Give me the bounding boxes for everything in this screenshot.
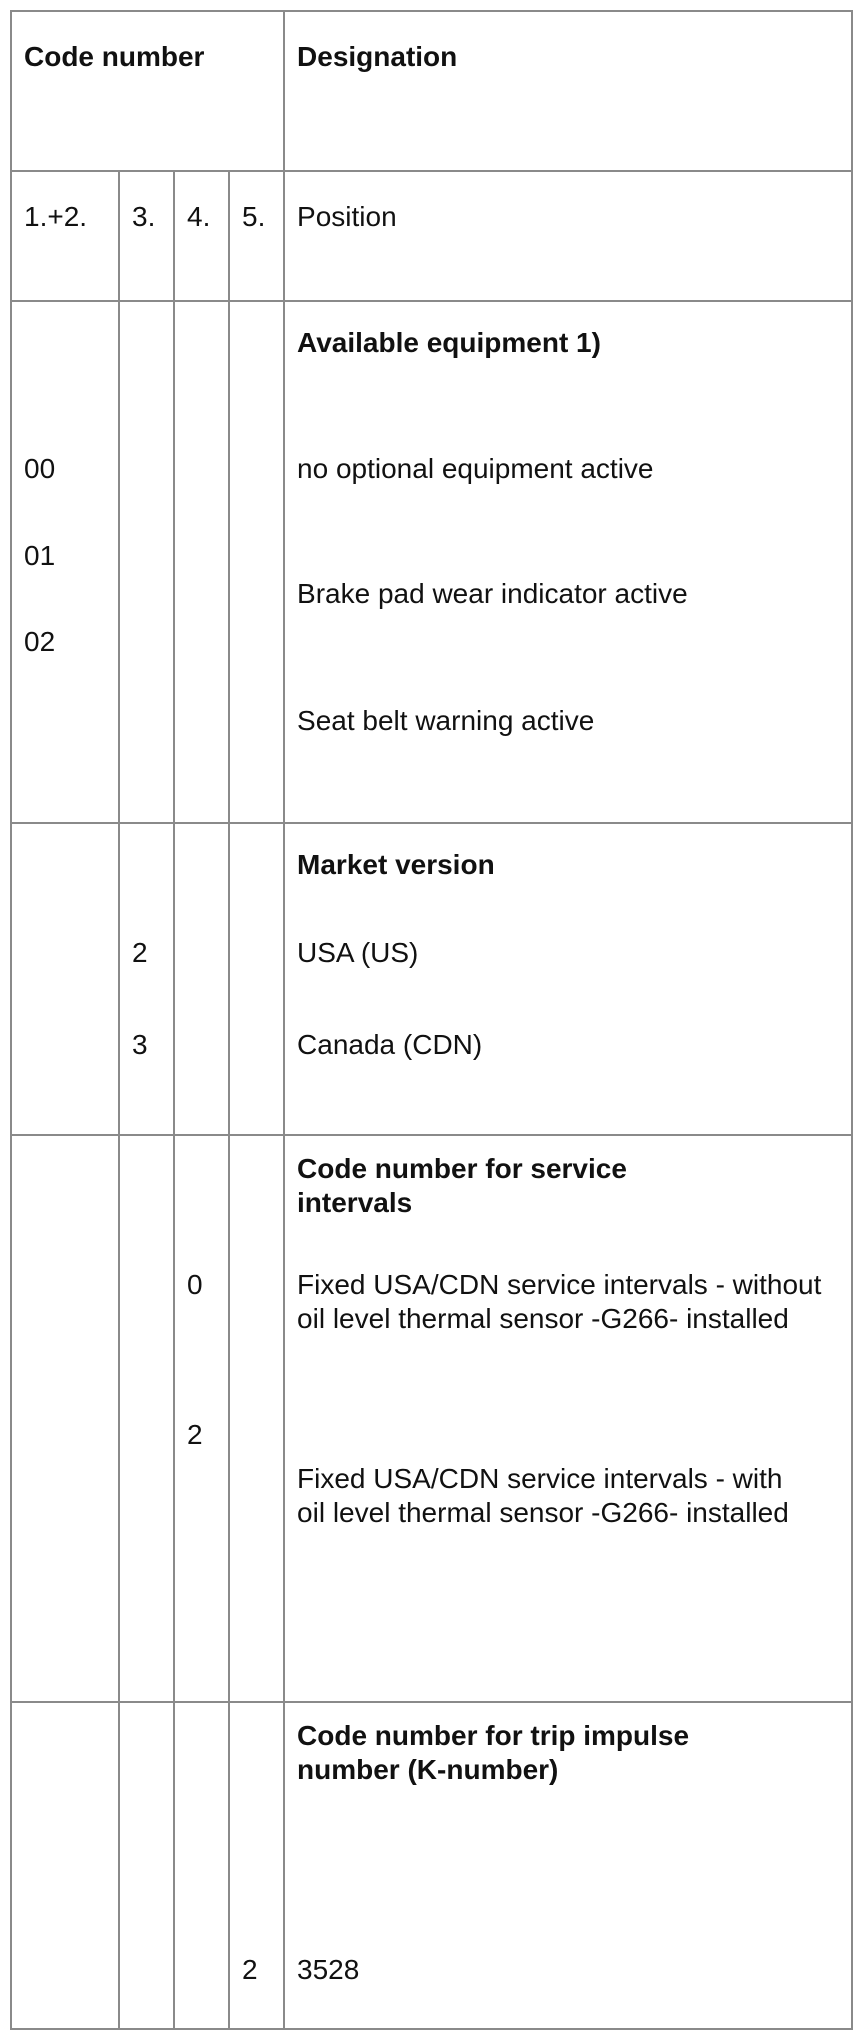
empty-cell [11, 1702, 119, 2029]
empty-cell [229, 301, 284, 823]
position-col-2: 3. [119, 171, 174, 301]
market-code: 2 [132, 937, 148, 968]
equipment-code: 02 [24, 626, 56, 657]
code-number-header: Code number [11, 11, 284, 171]
service-designation-cell [284, 1135, 852, 1702]
equipment-item: Brake pad wear indicator active [297, 578, 688, 609]
empty-cell [229, 823, 284, 1135]
empty-cell [119, 1702, 174, 2029]
equipment-item: Seat belt warning active [297, 705, 595, 736]
empty-cell [11, 1135, 119, 1702]
position-col-3: 4. [174, 171, 229, 301]
trip-code: 2 [242, 1954, 258, 1985]
header-row [11, 11, 852, 171]
service-title: Code number for service intervals [297, 1153, 627, 1218]
trip-title: Code number for trip impulse number (K-number) [297, 1720, 690, 1785]
service-row [11, 1135, 852, 1702]
empty-cell [229, 1135, 284, 1702]
trip-designation-cell [284, 1702, 852, 2029]
empty-cell [119, 1135, 174, 1702]
position-col-4: 5. [229, 171, 284, 301]
service-codes-cell [174, 1135, 229, 1702]
market-code: 3 [132, 1029, 148, 1060]
service-code: 0 [187, 1269, 203, 1300]
position-label: Position [284, 171, 852, 301]
service-item: Fixed USA/CDN service intervals - with oil level thermal sensor -G266- installed [297, 1463, 789, 1528]
market-title: Market version [297, 849, 495, 880]
equipment-code: 00 [24, 453, 56, 484]
empty-cell [174, 301, 229, 823]
trip-row [11, 1702, 852, 2029]
market-item: USA (US) [297, 937, 419, 968]
equipment-row [11, 301, 852, 823]
empty-cell [174, 1702, 229, 2029]
equipment-designation-cell [284, 301, 852, 823]
equipment-code: 01 [24, 540, 56, 571]
service-item: Fixed USA/CDN service intervals - without oil level thermal sensor -G266- installed [297, 1269, 822, 1334]
position-col-1: 1.+2. [11, 171, 119, 301]
designation-header: Designation [284, 11, 852, 171]
trip-value: 3528 [297, 1954, 360, 1985]
market-designation-cell [284, 823, 852, 1135]
market-codes-cell [119, 823, 174, 1135]
trip-code-cell [229, 1702, 284, 2029]
code-table [10, 10, 853, 2030]
empty-cell [174, 823, 229, 1135]
market-item: Canada (CDN) [297, 1029, 483, 1060]
market-row [11, 823, 852, 1135]
position-row [11, 171, 852, 301]
equipment-title: Available equipment 1) [297, 327, 601, 358]
empty-cell [119, 301, 174, 823]
empty-cell [11, 823, 119, 1135]
equipment-codes-cell [11, 301, 119, 823]
service-code: 2 [187, 1419, 203, 1450]
equipment-item: no optional equipment active [297, 453, 654, 484]
